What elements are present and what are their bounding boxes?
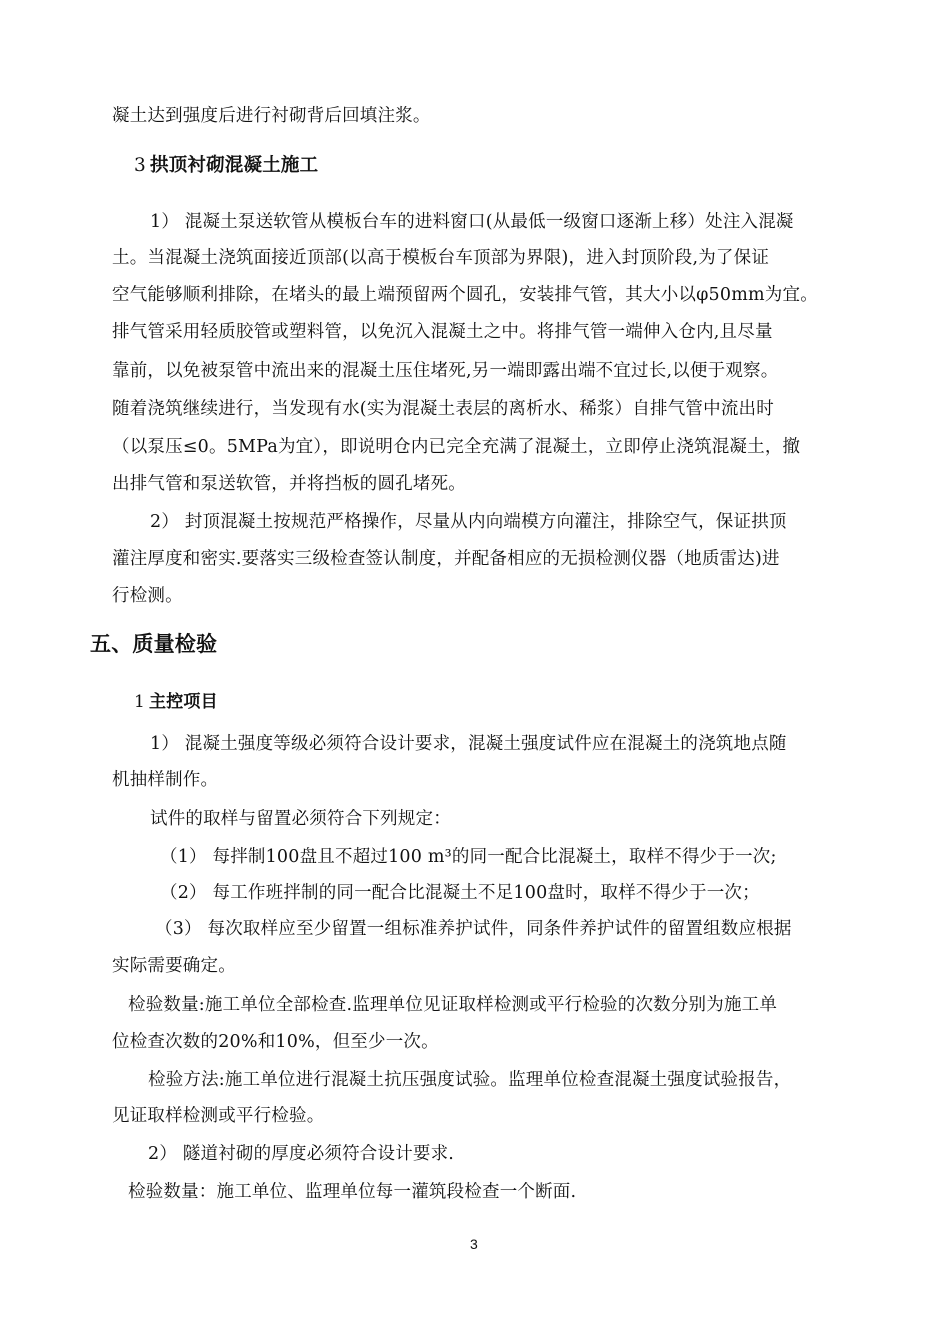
paragraph-line: 检验数量：施工单位、监理单位每一灌筑段检查一个断面. [128, 1182, 577, 1202]
paragraph-line: 位检查次数的20%和10%，但至少一次。 [112, 1032, 439, 1052]
chapter-heading: 五、质量检验 [90, 632, 218, 656]
paragraph-line: （以泵压≤0。5MPa为宜），即说明仓内已完全充满了混凝土，立即停止浇筑混凝土，撤 [112, 437, 801, 457]
paragraph-line: 凝土达到强度后进行衬砌背后回填注浆。 [112, 106, 431, 126]
section-heading: 拱顶衬砌混凝土施工 [150, 155, 319, 176]
page-number: 3 [470, 1236, 478, 1252]
paragraph-line: 试件的取样与留置必须符合下列规定： [150, 809, 451, 829]
subsection-heading: 主控项目 [149, 692, 218, 712]
paragraph-line: 出排气管和泵送软管，并将挡板的圆孔堵死。 [112, 474, 466, 494]
paragraph-line: 实际需要确定。 [112, 956, 236, 976]
paragraph-line: 检验数量:施工单位全部检查.监理单位见证取样检测或平行检验的次数分别为施工单 [128, 995, 778, 1015]
paragraph-line: 行检测。 [112, 586, 183, 606]
paragraph-line: 靠前，以免被泵管中流出来的混凝土压住堵死,另一端即露出端不宜过长,以便于观察。 [112, 361, 779, 381]
paragraph-line: 排气管采用轻质胶管或塑料管，以免沉入混凝土之中。将排气管一端伸入仓内,且尽量 [112, 322, 773, 342]
list-item: （2） 每工作班拌制的同一配合比混凝土不足100盘时，取样不得少于一次； [160, 883, 760, 903]
paragraph-line: 1） 混凝土泵送软管从模板台车的进料窗口(从最低一级窗口逐渐上移）处注入混凝 [150, 212, 794, 232]
paragraph-line: 1） 混凝土强度等级必须符合设计要求，混凝土强度试件应在混凝土的浇筑地点随 [150, 734, 787, 754]
subsection-number: 1 [134, 692, 146, 712]
paragraph-line: 检验方法:施工单位进行混凝土抗压强度试验。监理单位检查混凝土强度试验报告， [148, 1070, 792, 1090]
paragraph-line: 空气能够顺利排除，在堵头的最上端预留两个圆孔，安装排气管，其大小以φ50mm为宜。 [112, 285, 818, 305]
list-item: （3） 每次取样应至少留置一组标准养护试件，同条件养护试件的留置组数应根据 [155, 919, 792, 939]
paragraph-line: 随着浇筑继续进行，当发现有水(实为混凝土表层的离析水、稀浆）自排气管中流出时 [112, 399, 774, 419]
list-item: （1） 每拌制100盘且不超过100 m³的同一配合比混凝土，取样不得少于一次; [160, 847, 777, 867]
paragraph-line: 见证取样检测或平行检验。 [112, 1106, 325, 1126]
section-number: 3 [134, 155, 146, 176]
paragraph-line: 2） 隧道衬砌的厚度必须符合设计要求. [148, 1144, 455, 1164]
paragraph-line: 土。当混凝土浇筑面接近顶部(以高于模板台车顶部为界限)，进入封顶阶段,为了保证 [112, 248, 770, 268]
paragraph-line: 2） 封顶混凝土按规范严格操作，尽量从内向端模方向灌注，排除空气，保证拱顶 [150, 512, 787, 532]
paragraph-line: 机抽样制作。 [112, 770, 219, 790]
paragraph-line: 灌注厚度和密实.要落实三级检查签认制度，并配备相应的无损检测仪器（地质雷达)进 [112, 549, 780, 569]
